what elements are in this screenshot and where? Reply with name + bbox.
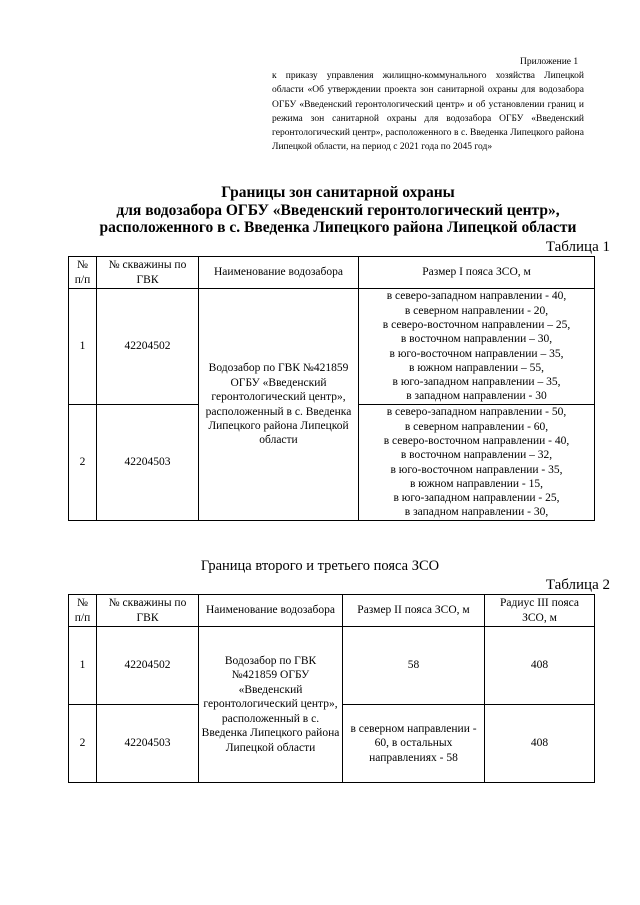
table1 bbox=[68, 256, 595, 521]
title-line-1: Границы зон санитарной охраны bbox=[221, 184, 455, 201]
direction-line: в восточном направлении – 32, bbox=[400, 449, 553, 462]
table2-header-intake: Наименование водозабора bbox=[199, 595, 343, 627]
page-title bbox=[60, 184, 616, 237]
table2-header-zone2: Размер II пояса ЗСО, м bbox=[343, 595, 485, 627]
direction-line: в восточном направлении – 30, bbox=[400, 333, 553, 346]
title-line-2: для водозабора ОГБУ «Введенский геронтологический центр», bbox=[116, 201, 560, 219]
zone3-radius: 408 bbox=[485, 705, 595, 783]
zone1-directions bbox=[359, 405, 595, 521]
direction-line: в северо-восточном направлении - 40, bbox=[383, 434, 570, 447]
row-number: 2 bbox=[69, 705, 97, 783]
direction-line: в южном направлении – 55, bbox=[409, 361, 544, 374]
well-number: 42204502 bbox=[97, 627, 199, 705]
table2-header-zone3: Радиус III пояса ЗСО, м bbox=[485, 595, 595, 627]
direction-line: в западном направлении - 30 bbox=[406, 390, 547, 403]
direction-line: в северо-западном направлении - 40, bbox=[386, 290, 567, 303]
direction-line: в юго-восточном направлении - 35, bbox=[390, 463, 563, 476]
zone2-size: 58 bbox=[343, 627, 485, 705]
direction-line: в юго-восточном направлении – 35, bbox=[389, 347, 564, 360]
well-number: 42204502 bbox=[97, 289, 199, 405]
zone1-directions bbox=[359, 289, 595, 405]
table2-label: Таблица 2 bbox=[545, 577, 610, 593]
appendix-title: Приложение 1 bbox=[520, 57, 579, 67]
title-line-3: расположенного в с. Введенка Липецкого района Липецкой области bbox=[99, 219, 577, 236]
direction-line: в северном направлении - 60, bbox=[404, 420, 549, 433]
direction-line: в западном направлении - 30, bbox=[404, 506, 549, 519]
intake-name: Водозабор по ГВК №421859 ОГБУ «Введенский геронтологический центр», расположенный в с. Введенка Липецкого района Липецкой области bbox=[199, 289, 359, 521]
table1-header-zone1: Размер I пояса ЗСО, м bbox=[359, 257, 595, 289]
table2-header-num: № п/п bbox=[69, 595, 97, 627]
direction-line: в юго-западном направлении – 35, bbox=[392, 376, 561, 389]
table-row bbox=[69, 289, 595, 405]
well-number: 42204503 bbox=[97, 705, 199, 783]
direction-line: в юго-западном направлении - 25, bbox=[393, 492, 560, 505]
table1-header-row bbox=[69, 257, 595, 289]
table1-label: Таблица 1 bbox=[545, 239, 610, 255]
table1-header-well: № скважины по ГВК bbox=[97, 257, 199, 289]
appendix-text: к приказу управления жилищно-коммунального хозяйства Липецкой области «Об утверждении проекта зон санитарной охраны для водозабора ОГБУ «Введенский геронтологический центр» и об установлении границ и режима зон санитарной охраны для водозабора ОГБУ «Введенский геронтологический центр», расположенного в с. Введенка Липецкого района Липецкой области, на период с 2021 года по 2045 год» bbox=[272, 71, 584, 153]
well-number: 42204503 bbox=[97, 405, 199, 521]
row-number: 1 bbox=[69, 289, 97, 405]
table-row bbox=[69, 627, 595, 705]
table1-header-num: № п/п bbox=[69, 257, 97, 289]
row-number: 1 bbox=[69, 627, 97, 705]
zone2-size: в северном направлении - 60, в остальных направлениях - 58 bbox=[343, 705, 485, 783]
section-subtitle: Граница второго и третьего пояса ЗСО bbox=[200, 558, 440, 574]
direction-line: в южном направлении - 15, bbox=[409, 477, 544, 490]
table1-header-intake: Наименование водозабора bbox=[199, 257, 359, 289]
zone3-radius: 408 bbox=[485, 627, 595, 705]
table2 bbox=[68, 594, 595, 783]
table2-header-row bbox=[69, 595, 595, 627]
intake-name: Водозабор по ГВК №421859 ОГБУ «Введенский геронтологический центр», расположенный в с. Введенка Липецкого района Липецкой области bbox=[199, 627, 343, 783]
direction-line: в северо-восточном направлении – 25, bbox=[382, 318, 571, 331]
direction-line: в северо-западном направлении - 50, bbox=[386, 406, 567, 419]
direction-line: в северном направлении - 20, bbox=[404, 304, 549, 317]
row-number: 2 bbox=[69, 405, 97, 521]
table2-header-well: № скважины по ГВК bbox=[97, 595, 199, 627]
